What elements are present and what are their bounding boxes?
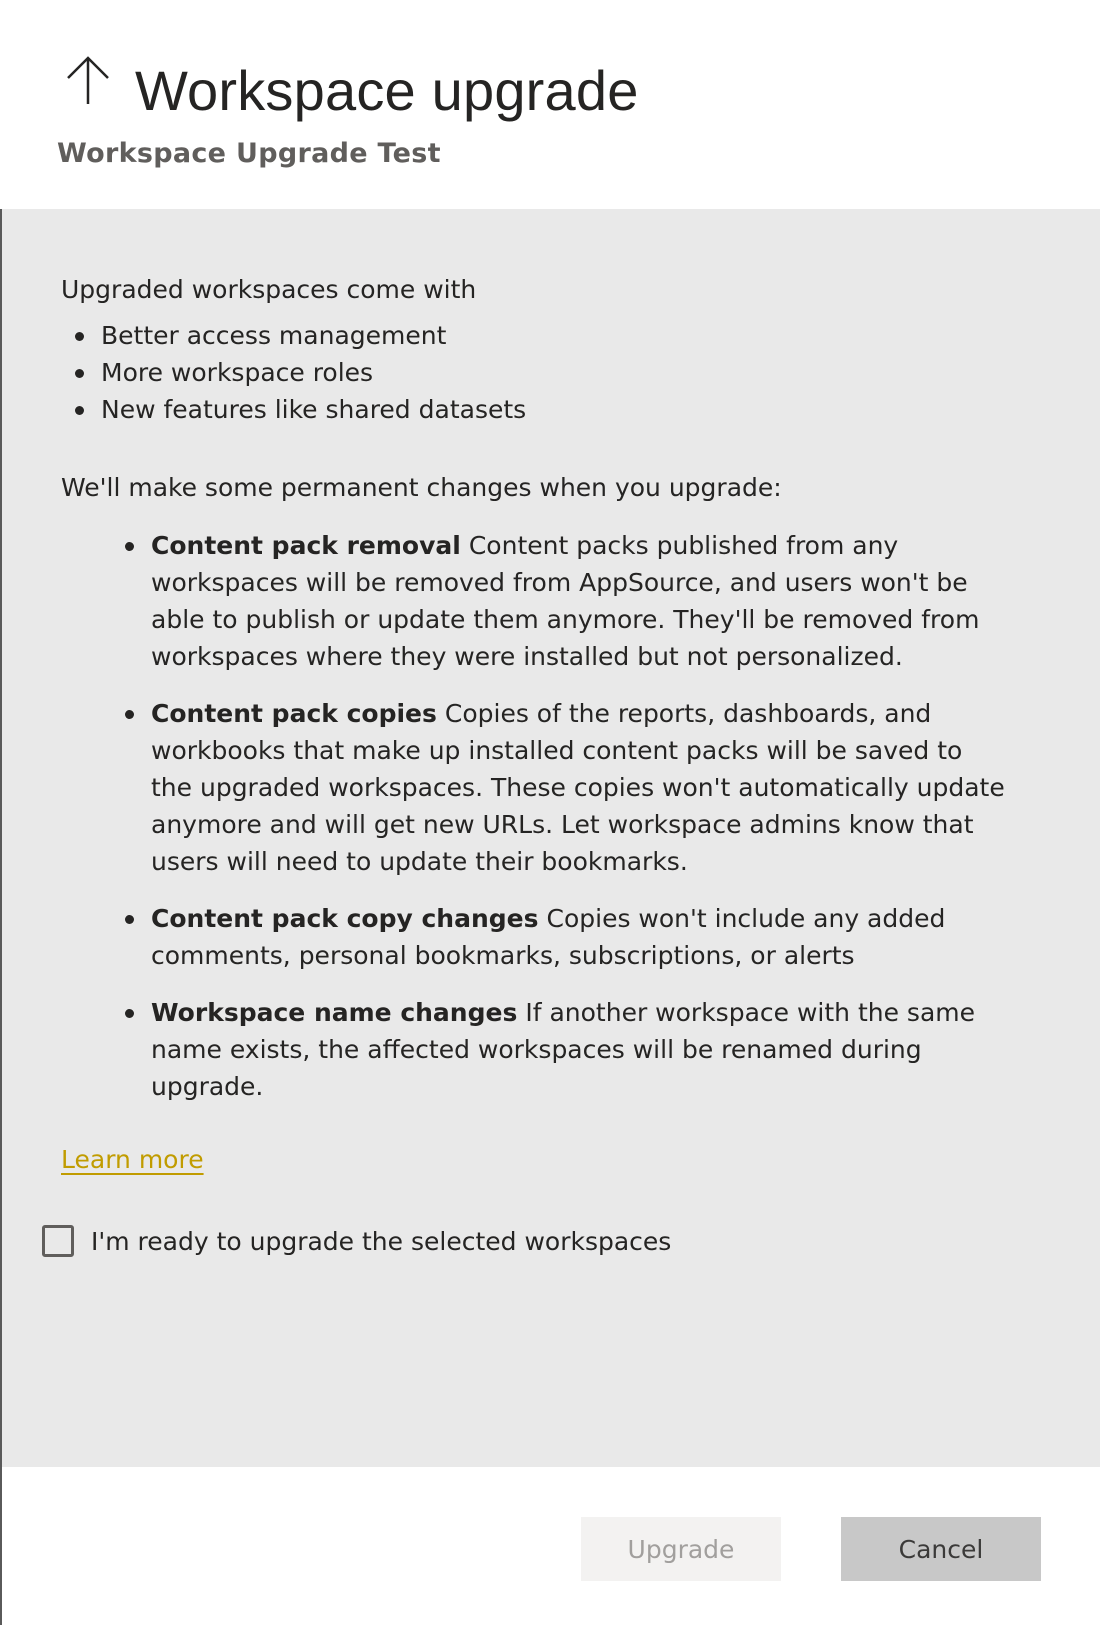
checkbox-label[interactable]: I'm ready to upgrade the selected workspaces [91,1226,672,1256]
change-description: Copies of the reports, dashboards, and workbooks that make up installed content packs will be saved to the upgraded workspaces. These copies won't automatically update anymore and will get new URLs. Let workspace admins know that users will need to update their bookmarks. [151,699,1005,876]
feature-item: New features like shared datasets [61,391,526,428]
dialog-title: Workspace upgrade [135,59,639,122]
change-description: Copies won't include any added comments, personal bookmarks, subscriptions, or alerts [151,904,946,970]
change-item [151,994,1011,1105]
upgrade-button[interactable]: Upgrade [581,1517,781,1581]
features-list [61,317,526,428]
change-term: Content pack copy changes [151,904,539,933]
dialog-header [0,0,1100,209]
change-item [151,527,1011,675]
change-term: Content pack copies [151,699,437,728]
dialog-content [2,209,1100,1467]
changes-intro: We'll make some permanent changes when you upgrade: [61,473,782,502]
workspace-name: Workspace Upgrade Test [57,138,441,169]
dialog-footer [2,1467,1100,1625]
change-item [151,695,1011,880]
cancel-button[interactable]: Cancel [841,1517,1041,1581]
learn-more-link[interactable]: Learn more [61,1145,204,1174]
change-term: Workspace name changes [151,998,518,1027]
ready-to-upgrade-checkbox-row[interactable] [42,1225,671,1257]
change-description: Content packs published from any workspaces will be removed from AppSource, and users won't be able to publish or update them anymore. They'll be removed from workspaces where they were installed but not personalized. [151,531,980,671]
arrow-up-icon [66,56,116,108]
feature-item: Better access management [61,317,526,354]
feature-item: More workspace roles [61,354,526,391]
change-description: If another workspace with the same name exists, the affected workspaces will be renamed during upgrade. [151,998,976,1101]
change-item [151,900,1011,974]
changes-list [151,527,1011,1125]
ready-to-upgrade-checkbox[interactable] [42,1225,74,1257]
change-term: Content pack removal [151,531,461,560]
features-intro: Upgraded workspaces come with [61,275,477,304]
